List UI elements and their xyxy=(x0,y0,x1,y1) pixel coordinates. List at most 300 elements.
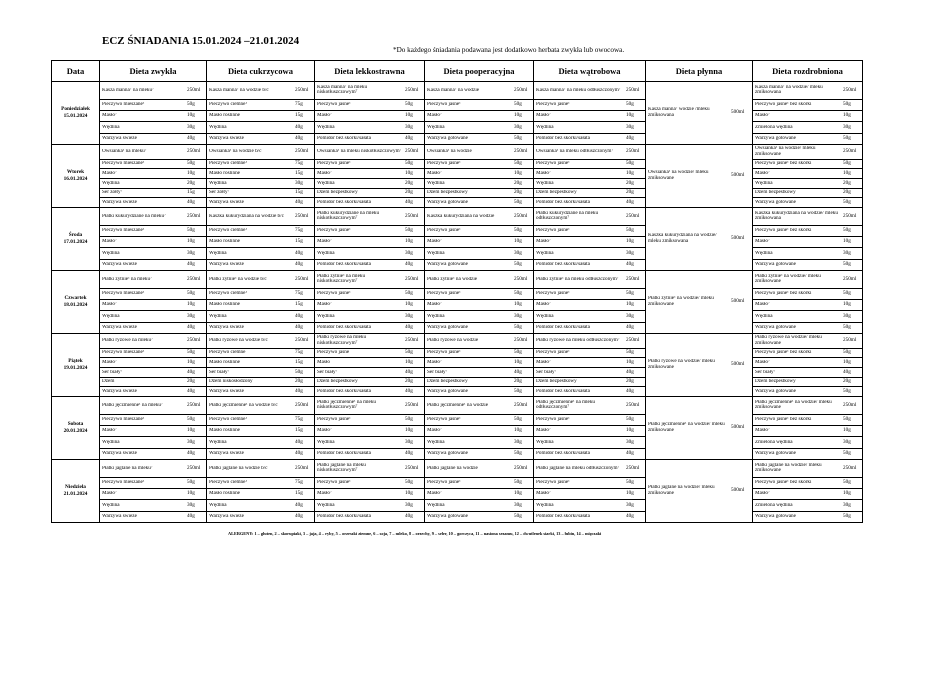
menu-item xyxy=(753,387,862,396)
day-name: Piątek xyxy=(68,357,83,364)
item-quantity: 40g xyxy=(295,123,303,130)
item-quantity: 15g xyxy=(295,490,303,497)
menu-item xyxy=(646,107,752,118)
item-name: Płatki jęczmienne¹ na mleku odtłuszczonym⁷ xyxy=(536,399,596,411)
day-row xyxy=(52,208,863,271)
diet-cell-dieta-watrobowa xyxy=(534,271,646,334)
item-list xyxy=(425,460,533,522)
menu-item xyxy=(425,426,533,437)
day-date: 18.01.2024 xyxy=(63,302,88,308)
item-name: Kasza manna⁷ wodzie /mleku zmiksowana xyxy=(648,107,710,118)
menu-item xyxy=(534,415,645,426)
item-quantity: 30g xyxy=(405,249,413,256)
item-quantity: 30g xyxy=(187,501,195,508)
item-name: Wędlina xyxy=(102,502,120,508)
item-name: Pieczywo jasne¹ xyxy=(317,102,351,108)
menu-item xyxy=(100,449,206,459)
menu-item xyxy=(534,260,645,270)
menu-item xyxy=(753,300,862,311)
item-quantity: 50g xyxy=(405,101,413,108)
menu-item xyxy=(207,145,314,160)
menu-item xyxy=(315,478,424,489)
menu-item xyxy=(315,145,424,160)
item-quantity: 50g xyxy=(514,324,522,331)
item-quantity: 250ml xyxy=(295,275,309,282)
menu-item xyxy=(753,198,862,207)
menu-item xyxy=(100,334,206,349)
menu-item xyxy=(315,169,424,179)
menu-item xyxy=(753,415,862,426)
menu-item xyxy=(207,334,314,349)
item-name: Warzywa gotowane xyxy=(755,451,796,457)
diet-cell-dieta-plynna xyxy=(646,334,753,397)
item-quantity: 40g xyxy=(405,387,413,394)
item-quantity: 250ml xyxy=(514,401,528,408)
day-cell xyxy=(52,271,100,334)
item-name: Warzywa gotowane xyxy=(427,514,468,520)
item-name: Dżem bezpestkowy xyxy=(317,379,358,385)
item-quantity: 250ml xyxy=(405,464,419,471)
item-quantity: 250ml xyxy=(514,212,528,219)
menu-item xyxy=(315,378,424,388)
item-name: Pieczywo jasne xyxy=(317,350,350,356)
item-name: Płatki jaglane na wodzie b/c xyxy=(209,465,268,471)
item-name: Warzywa gotowane xyxy=(755,325,796,331)
menu-item xyxy=(534,500,645,511)
diet-cell-dieta-plynna xyxy=(646,208,753,271)
item-name: Masło roślinne xyxy=(209,491,240,497)
item-name: Pomidor bez skórki/sałata xyxy=(317,262,371,268)
item-quantity: 50g xyxy=(405,227,413,234)
menu-item xyxy=(315,134,424,144)
item-name: Masło⁷ xyxy=(317,302,332,308)
item-list xyxy=(753,397,862,459)
item-quantity: 10g xyxy=(626,112,634,119)
item-name: Pieczywo jasne¹ xyxy=(427,480,461,486)
item-quantity: 250ml xyxy=(626,337,640,344)
item-quantity: 30g xyxy=(843,501,851,508)
item-name: Płatki ryżowe na mleku odtłuszczonym⁷ xyxy=(536,338,620,344)
item-quantity: 250ml xyxy=(514,275,528,282)
item-quantity: 250ml xyxy=(405,337,419,344)
item-name: Owsianka¹ na wodzie/ mleku zmiksowane xyxy=(755,146,816,157)
item-quantity: 75g xyxy=(295,227,303,234)
menu-item xyxy=(100,323,206,333)
item-quantity: 40g xyxy=(295,135,303,142)
item-name: Masło⁷ xyxy=(755,491,770,497)
item-name: Płatki jęczmienne¹ na mleku⁷ xyxy=(102,402,163,408)
diet-cell-dieta-watrobowa xyxy=(534,208,646,271)
item-quantity: 30g xyxy=(405,501,413,508)
item-quantity: 20g xyxy=(626,378,634,385)
menu-item xyxy=(753,189,862,199)
header-dieta-pooperacyjna: Dieta pooperacyjna xyxy=(425,61,534,82)
menu-item xyxy=(100,358,206,368)
menu-item xyxy=(315,349,424,359)
item-quantity: 50g xyxy=(514,261,522,268)
header-dieta-cukrzycowa: Dieta cukrzycowa xyxy=(207,61,315,82)
menu-item xyxy=(425,271,533,289)
item-name: Warzywa gotowane xyxy=(427,325,468,331)
day-row xyxy=(52,334,863,397)
menu-item xyxy=(207,111,314,122)
menu-item xyxy=(207,226,314,237)
item-name: Ser biały⁷ xyxy=(317,369,338,375)
diet-cell-dieta-plynna xyxy=(646,271,753,334)
item-name: Pieczywo jasne¹ xyxy=(536,228,570,234)
item-name: Warzywa świeże xyxy=(102,451,137,457)
item-name: Wędlina xyxy=(209,313,227,319)
item-name: Wędlina xyxy=(102,250,120,256)
menu-item xyxy=(425,358,533,368)
item-name: Wędlina xyxy=(209,439,227,445)
item-name: Wędlina xyxy=(102,313,120,319)
item-name: Masło⁷ xyxy=(755,302,770,308)
item-name: Dżem bezpestkowy xyxy=(427,379,468,385)
menu-item xyxy=(753,437,862,448)
menu-item xyxy=(534,368,645,378)
item-list xyxy=(753,271,862,333)
menu-item xyxy=(100,248,206,259)
menu-item xyxy=(100,111,206,122)
diet-cell-dieta-plynna xyxy=(646,397,753,460)
item-name: Pomidor bez skórki/sałata xyxy=(536,514,590,520)
item-quantity: 40g xyxy=(626,324,634,331)
item-list xyxy=(425,82,533,144)
item-list xyxy=(315,334,424,396)
item-quantity: 50g xyxy=(514,227,522,234)
diet-cell-dieta-watrobowa xyxy=(534,397,646,460)
menu-item xyxy=(100,82,206,100)
day-name: Czwartek xyxy=(64,294,87,301)
item-quantity: 40g xyxy=(405,513,413,520)
item-name: Masło⁷ xyxy=(427,239,442,245)
item-quantity: 250ml xyxy=(295,148,309,155)
item-name: Pieczywo jasne¹ bez skórki xyxy=(755,161,812,167)
item-quantity: 50g xyxy=(843,261,851,268)
menu-item xyxy=(425,489,533,500)
item-list xyxy=(534,334,645,396)
menu-item xyxy=(646,422,752,433)
item-name: Kasza manna⁷ na wodzie/ mleku zmiksowana xyxy=(755,84,823,96)
item-name: Wędlina xyxy=(427,439,445,445)
item-name: Masło⁷ xyxy=(102,113,117,119)
item-name: Płatki żytnie¹ na wodzie xyxy=(427,276,478,282)
menu-item xyxy=(753,226,862,237)
item-list xyxy=(425,145,533,207)
item-quantity: 20g xyxy=(514,189,522,196)
item-name: Masło roślinne xyxy=(209,171,240,177)
menu-item xyxy=(534,311,645,322)
item-quantity: 500ml xyxy=(731,361,745,368)
item-name: Pieczywo jasne¹ xyxy=(427,161,461,167)
header-row xyxy=(52,61,863,82)
item-name: Płatki ryżowe na mleku niskotłuszczowym⁷ xyxy=(317,335,367,346)
item-quantity: 40g xyxy=(187,450,195,457)
item-name: Pieczywo jasne¹ xyxy=(427,417,461,423)
item-quantity: 40g xyxy=(187,261,195,268)
menu-item xyxy=(753,289,862,300)
item-name: Owsianka¹ na mleku niskotłuszczowym⁷ xyxy=(317,149,402,155)
item-name: Płatki żytnie¹ na wodzie b/c xyxy=(209,276,267,282)
item-quantity: 50g xyxy=(843,160,851,167)
item-quantity: 50g xyxy=(187,101,195,108)
item-name: Pieczywo mieszane¹ xyxy=(102,102,145,108)
item-name: Wędlina xyxy=(317,250,335,256)
item-name: Płatki jaglane na mleku odtłuszczonym⁷ xyxy=(536,465,620,471)
diet-cell-dieta-zwykla xyxy=(100,208,207,271)
item-quantity: 40g xyxy=(187,135,195,142)
item-name: Masło⁷ xyxy=(536,302,551,308)
menu-item xyxy=(425,512,533,522)
item-name: Wędlina xyxy=(427,180,445,186)
item-name: Warzywa gotowane xyxy=(427,451,468,457)
item-quantity: 40g xyxy=(626,261,634,268)
item-name: Pieczywo jasne¹ bez skórki xyxy=(755,480,812,486)
item-quantity: 50g xyxy=(187,290,195,297)
item-quantity: 250ml xyxy=(405,148,419,155)
day-row xyxy=(52,397,863,460)
item-name: Masło⁷ xyxy=(427,302,442,308)
item-name: Pieczywo mieszane¹ xyxy=(102,480,145,486)
item-name: Pieczywo jasne¹ bez skórki xyxy=(755,350,812,356)
diet-cell-dieta-rozdrobniona xyxy=(753,271,863,334)
item-quantity: 10g xyxy=(187,359,195,366)
item-name: Masło⁷ xyxy=(536,113,551,119)
item-quantity: 50g xyxy=(514,416,522,423)
item-name: Warzywa gotowane xyxy=(755,514,796,520)
item-name: Wędlina xyxy=(209,250,227,256)
item-name: Płatki ryżowe na mleku⁷ xyxy=(102,338,153,344)
item-name: Zmielona wędlina xyxy=(755,124,793,130)
item-list xyxy=(100,334,206,396)
item-name: Masło⁷ xyxy=(317,491,332,497)
menu-item xyxy=(207,397,314,415)
day-cell xyxy=(52,145,100,208)
item-name: Dżem bezpestkowy xyxy=(755,190,796,196)
item-name: Warzywa gotowane xyxy=(427,199,468,205)
menu-item xyxy=(207,426,314,437)
item-name: Masło⁷ xyxy=(317,428,332,434)
menu-item xyxy=(646,296,752,307)
menu-item xyxy=(100,237,206,248)
menu-item xyxy=(100,368,206,378)
item-quantity: 250ml xyxy=(187,401,201,408)
menu-item xyxy=(534,160,645,170)
item-name: Pieczywo jasne¹ xyxy=(427,291,461,297)
item-name: Masło⁷ xyxy=(102,171,117,177)
menu-item xyxy=(100,460,206,478)
menu-item xyxy=(100,134,206,144)
item-name: Warzywa świeże xyxy=(102,199,137,205)
menu-item xyxy=(753,397,862,415)
item-name: Wędlina xyxy=(536,502,554,508)
item-name: Masło⁷ xyxy=(102,428,117,434)
menu-item xyxy=(753,111,862,122)
item-name: Dżem bezpestkowy xyxy=(536,379,577,385)
item-name: Pieczywo jasne¹ xyxy=(536,291,570,297)
item-list xyxy=(100,460,206,522)
item-name: Warzywa świeże xyxy=(209,199,244,205)
item-name: Pieczywo jasne¹ xyxy=(317,417,351,423)
menu-item xyxy=(753,271,862,289)
menu-item xyxy=(534,248,645,259)
item-name: Warzywa gotowane xyxy=(755,136,796,142)
diet-cell-dieta-zwykla xyxy=(100,334,207,397)
item-name: Kasza manna⁷ na mleku niskotłuszczowym⁷ xyxy=(317,84,368,96)
item-quantity: 40g xyxy=(295,198,303,205)
item-quantity: 50g xyxy=(626,416,634,423)
item-name: Wędlina xyxy=(755,250,773,256)
menu-item xyxy=(207,260,314,270)
menu-item xyxy=(207,311,314,322)
item-quantity: 75g xyxy=(295,290,303,297)
item-name: Kaszka kukurydziana na wodzie/ mleku zmiksowana xyxy=(648,233,717,244)
item-name: Pieczywo jasne¹ xyxy=(536,350,570,356)
menu-item xyxy=(534,449,645,459)
item-name: Dżem niskosłodzony xyxy=(209,379,253,385)
item-quantity: 40g xyxy=(295,438,303,445)
item-quantity: 250ml xyxy=(187,275,201,282)
menu-item xyxy=(315,397,424,415)
day-cell xyxy=(52,460,100,523)
item-quantity: 250ml xyxy=(626,148,640,155)
item-quantity: 10g xyxy=(843,490,851,497)
document-title: ECZ ŚNIADANIA 15.01.2024 –21.01.2024 xyxy=(102,35,300,47)
item-name: Pieczywo ciemne¹ xyxy=(209,161,247,167)
item-name: Pieczywo mieszane¹ xyxy=(102,291,145,297)
item-name: Masło⁷ xyxy=(427,113,442,119)
item-quantity: 75g xyxy=(295,101,303,108)
item-name: Dżem bezpestkowy xyxy=(536,190,577,196)
item-name: Wędlina xyxy=(427,124,445,130)
item-quantity: 40g xyxy=(405,261,413,268)
menu-item xyxy=(207,415,314,426)
item-name: Masło⁷ xyxy=(755,239,770,245)
menu-item xyxy=(425,134,533,144)
item-quantity: 20g xyxy=(405,179,413,186)
item-name: Ser biały⁷ xyxy=(536,369,557,375)
item-quantity: 30g xyxy=(514,249,522,256)
menu-item xyxy=(207,122,314,133)
item-name: Pomidor bez skórki/sałata xyxy=(536,325,590,331)
menu-item xyxy=(534,358,645,368)
menu-item xyxy=(100,100,206,111)
item-name: Warzywa świeże xyxy=(209,136,244,142)
item-name: Płatki jaglane na wodzie/ mleku zmiksowane xyxy=(648,485,715,496)
item-quantity: 30g xyxy=(626,438,634,445)
menu-item xyxy=(425,189,533,199)
item-quantity: 500ml xyxy=(731,424,745,431)
diet-cell-dieta-cukrzycowa xyxy=(207,208,315,271)
menu-item xyxy=(534,334,645,349)
item-name: Warzywa świeże xyxy=(209,451,244,457)
item-quantity: 10g xyxy=(514,238,522,245)
item-quantity: 50g xyxy=(514,349,522,356)
item-quantity: 10g xyxy=(626,238,634,245)
menu-item xyxy=(534,111,645,122)
diet-cell-dieta-zwykla xyxy=(100,460,207,523)
menu-item xyxy=(753,160,862,170)
menu-item xyxy=(425,289,533,300)
item-name: Pieczywo jasne¹ xyxy=(317,291,351,297)
menu-item xyxy=(534,208,645,226)
menu-item xyxy=(100,198,206,207)
menu-item xyxy=(534,512,645,522)
item-name: Masło⁷ xyxy=(536,491,551,497)
item-quantity: 50g xyxy=(843,101,851,108)
item-name: Płatki ryżowe na wodzie b/c xyxy=(209,338,268,344)
menu-item xyxy=(207,368,314,378)
menu-item xyxy=(100,512,206,522)
item-quantity: 250ml xyxy=(514,464,528,471)
item-quantity: 250ml xyxy=(514,148,528,155)
item-quantity: 250ml xyxy=(626,464,640,471)
item-quantity: 250ml xyxy=(405,86,419,93)
menu-item xyxy=(425,397,533,415)
item-quantity: 50g xyxy=(514,290,522,297)
menu-item xyxy=(425,82,533,100)
menu-item xyxy=(315,198,424,207)
item-quantity: 30g xyxy=(514,438,522,445)
item-quantity: 10g xyxy=(405,427,413,434)
menu-item xyxy=(753,460,862,478)
item-list xyxy=(534,460,645,522)
item-name: Pieczywo mieszane¹ xyxy=(102,161,145,167)
item-name: Płatki żytnie¹ na wodzie/ mleku zmiksowane xyxy=(648,296,714,307)
item-quantity: 250ml xyxy=(626,86,640,93)
item-name: Pieczywo jasne¹ xyxy=(427,350,461,356)
item-quantity: 30g xyxy=(405,438,413,445)
item-list xyxy=(534,145,645,207)
menu-item xyxy=(315,271,424,289)
item-quantity: 40g xyxy=(626,387,634,394)
item-name: Pieczywo mieszane¹ xyxy=(102,350,145,356)
diet-cell-dieta-zwykla xyxy=(100,397,207,460)
item-quantity: 75g xyxy=(295,349,303,356)
menu-item xyxy=(534,397,645,415)
menu-item xyxy=(753,237,862,248)
item-name: Pomidor bez skórki/sałata xyxy=(536,451,590,457)
item-quantity: 40g xyxy=(626,135,634,142)
diet-cell-dieta-lekkostrawna xyxy=(315,271,425,334)
menu-item xyxy=(425,237,533,248)
menu-item xyxy=(534,100,645,111)
menu-item xyxy=(425,500,533,511)
menu-item xyxy=(753,368,862,378)
item-quantity: 250ml xyxy=(187,212,201,219)
item-name: Wędlina xyxy=(536,439,554,445)
item-name: Wędlina xyxy=(536,313,554,319)
item-name: Wędlina xyxy=(317,313,335,319)
menu-item xyxy=(425,387,533,396)
menu-item xyxy=(753,478,862,489)
header-dieta-plynna: Dieta płynna xyxy=(646,61,753,82)
item-name: Płatki żytnie¹ na wodzie/ mleku zmiksowane xyxy=(755,273,821,285)
menu-item xyxy=(100,349,206,359)
item-quantity: 250ml xyxy=(843,148,857,155)
item-quantity: 30g xyxy=(514,501,522,508)
item-quantity: 250ml xyxy=(626,275,640,282)
item-name: Płatki jaglane na wodzie xyxy=(427,465,478,471)
item-quantity: 500ml xyxy=(731,109,745,116)
menu-item xyxy=(534,189,645,199)
item-quantity: 10g xyxy=(187,427,195,434)
item-quantity: 250ml xyxy=(295,464,309,471)
menu-item xyxy=(315,358,424,368)
menu-item xyxy=(315,82,424,100)
item-quantity: 500ml xyxy=(731,298,745,305)
